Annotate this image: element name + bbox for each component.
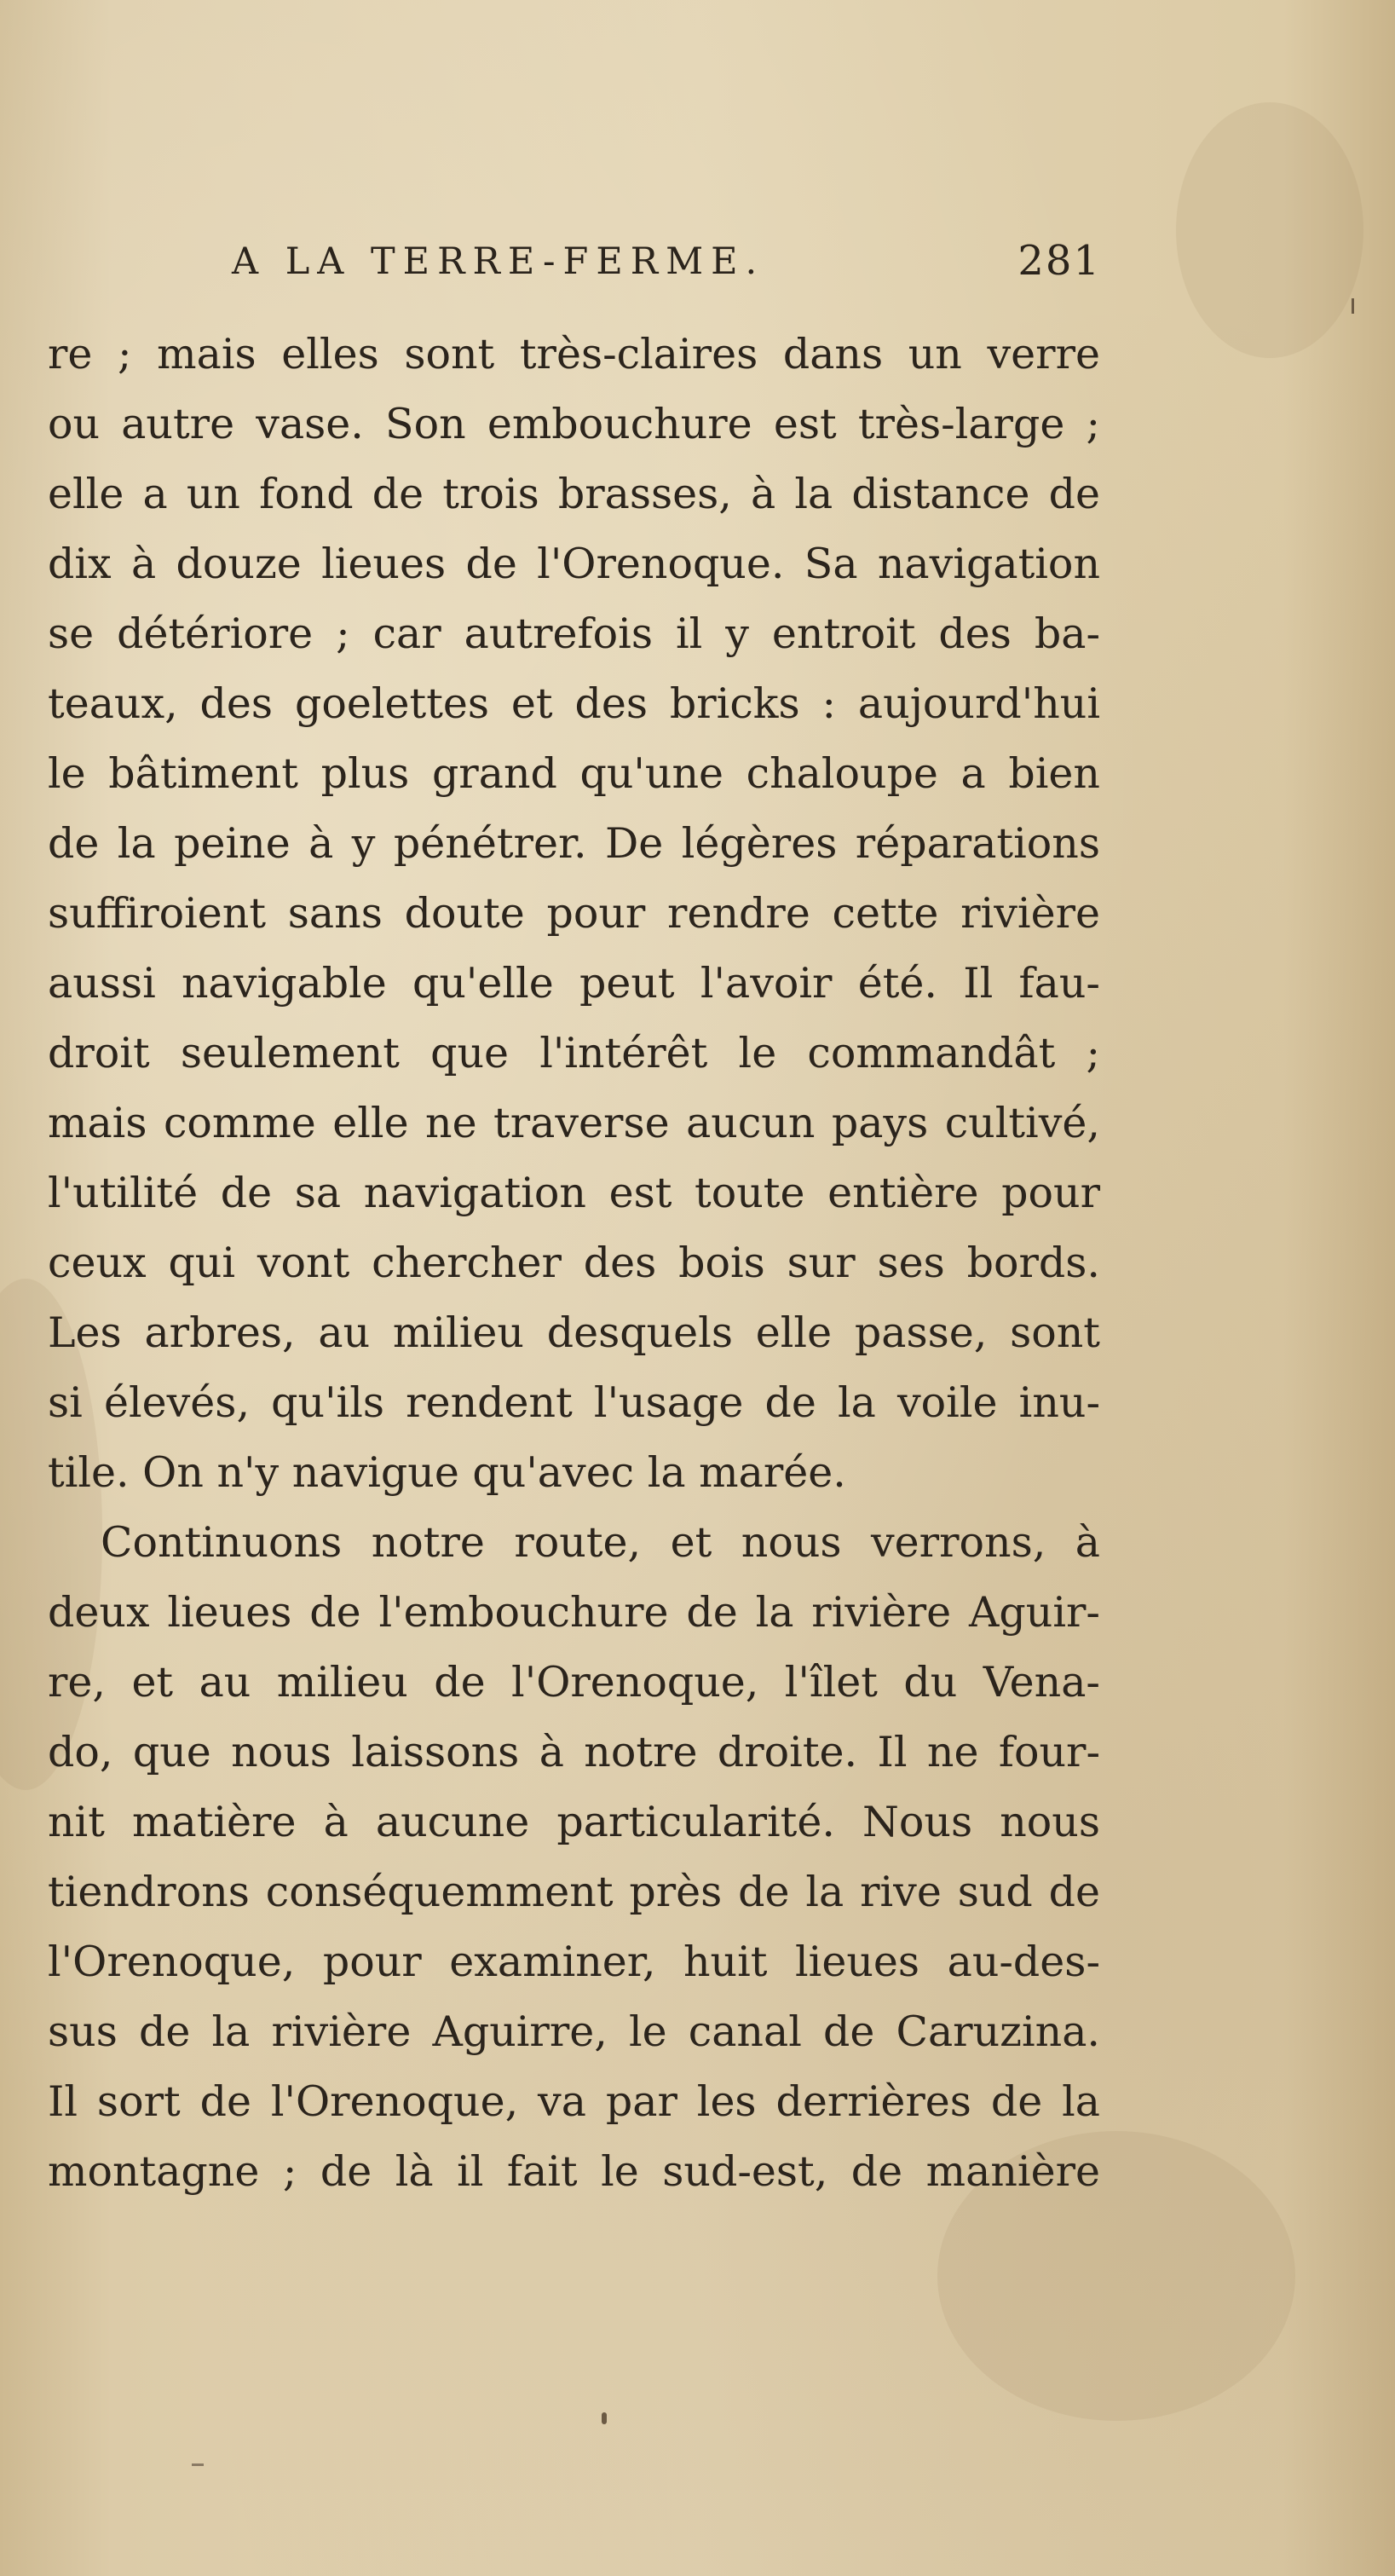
text-line: Les arbres, au milieu desquels elle passe, sont xyxy=(48,1308,1100,1357)
text-line: sus de la rivière Aguirre, le canal de Caruzina. xyxy=(48,2007,1100,2056)
text-line: elle a un fond de trois brasses, à la distance de xyxy=(48,470,1100,518)
text-line: deux lieues de l'embouchure de la rivière Aguir- xyxy=(48,1588,1100,1637)
ink-speck xyxy=(1352,298,1354,314)
text-line: de la peine à y pénétrer. De légères réparations xyxy=(48,819,1100,868)
text-line: suffiroient sans doute pour rendre cette rivière xyxy=(48,889,1100,938)
text-line: se détériore ; car autrefois il y entroit des ba- xyxy=(48,609,1100,658)
ink-speck xyxy=(602,2412,607,2424)
text-line: si élevés, qu'ils rendent l'usage de la voile inu- xyxy=(48,1378,1100,1427)
text-line: re, et au milieu de l'Orenoque, l'îlet du Vena- xyxy=(48,1658,1100,1707)
ink-speck xyxy=(192,2463,204,2466)
text-line: montagne ; de là il fait le sud-est, de manière xyxy=(48,2147,1100,2196)
running-title: A LA TERRE-FERME. xyxy=(232,240,765,283)
text-line: l'utilité de sa navigation est toute entière pour xyxy=(48,1169,1100,1217)
text-line: Il sort de l'Orenoque, va par les derrières de la xyxy=(48,2077,1100,2126)
body-text xyxy=(48,320,1100,2207)
text-line: re ; mais elles sont très-claires dans un verre xyxy=(48,330,1100,378)
text-line: dix à douze lieues de l'Orenoque. Sa navigation xyxy=(48,540,1100,588)
text-line: tile. On n'y navigue qu'avec la marée. xyxy=(48,1448,846,1497)
paragraph-first-line: Continuons notre route, et nous verrons, à xyxy=(101,1518,1100,1567)
text-line: tiendrons conséquemment près de la rive sud de xyxy=(48,1868,1100,1916)
text-line: droit seulement que l'intérêt le commandât ; xyxy=(48,1029,1100,1077)
text-line: do, que nous laissons à notre droite. Il ne four- xyxy=(48,1728,1100,1776)
text-line: ou autre vase. Son embouchure est très-large ; xyxy=(48,400,1100,448)
text-line: aussi navigable qu'elle peut l'avoir été. Il fau- xyxy=(48,959,1100,1008)
text-line: l'Orenoque, pour examiner, huit lieues au-des- xyxy=(48,1938,1100,1986)
text-line: le bâtiment plus grand qu'une chaloupe a bien xyxy=(48,749,1100,798)
text-line: teaux, des goelettes et des bricks : aujourd'hui xyxy=(48,679,1100,728)
page-number: 281 xyxy=(1017,237,1101,285)
text-line: nit matière à aucune particularité. Nous nous xyxy=(48,1798,1100,1846)
text-line: mais comme elle ne traverse aucun pays cultivé, xyxy=(48,1099,1100,1147)
page-header xyxy=(232,237,1101,300)
paper-stain xyxy=(1176,102,1363,358)
text-line: ceux qui vont chercher des bois sur ses bords. xyxy=(48,1239,1100,1287)
